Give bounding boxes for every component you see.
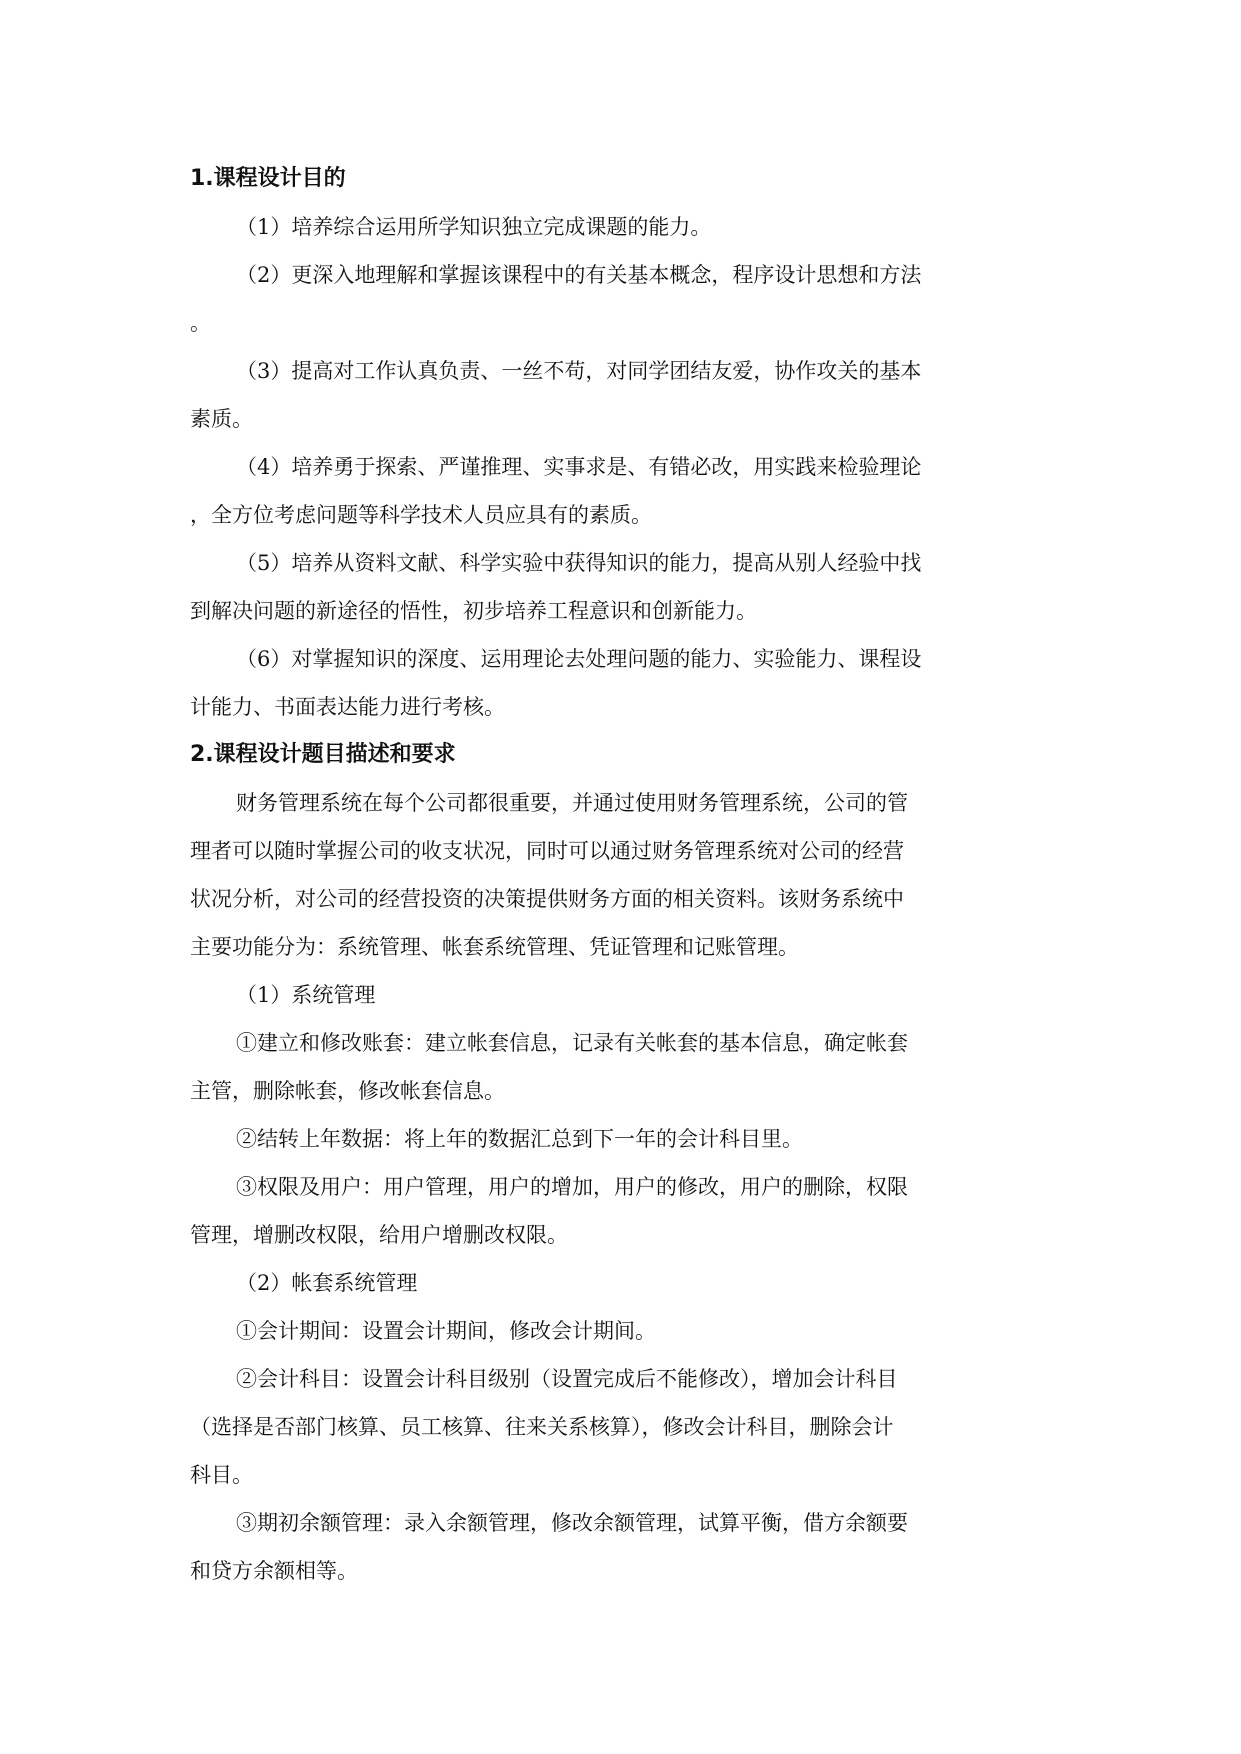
- paragraph: [190, 1355, 1050, 1499]
- text-line: 到解决问题的新途径的悟性，初步培养工程意识和创新能力。: [190, 599, 757, 623]
- paragraph: [190, 1307, 1050, 1355]
- text-line: （2）更深入地理解和掌握该课程中的有关基本概念，程序设计思想和方法: [236, 263, 922, 287]
- text-line: （6）对掌握知识的深度、运用理论去处理问题的能力、实验能力、课程设: [236, 647, 922, 671]
- text-line: ①会计期间：设置会计期间，修改会计期间。: [236, 1319, 656, 1343]
- paragraph: [190, 1499, 1050, 1595]
- text-line: （1）系统管理: [236, 983, 376, 1007]
- text-line: 财务管理系统在每个公司都很重要，并通过使用财务管理系统，公司的管: [236, 791, 908, 815]
- paragraph: [190, 635, 1050, 731]
- text-line: （2）帐套系统管理: [236, 1271, 418, 1295]
- document-page: [190, 155, 1050, 1595]
- paragraph: [190, 443, 1050, 539]
- subsection-title: [190, 1259, 1050, 1307]
- text-line: ③期初余额管理：录入余额管理，修改余额管理，试算平衡，借方余额要: [236, 1511, 908, 1535]
- text-line: （5）培养从资料文献、科学实验中获得知识的能力，提高从别人经验中找: [236, 551, 922, 575]
- text-line: （3）提高对工作认真负责、一丝不苟，对同学团结友爱，协作攻关的基本: [236, 359, 922, 383]
- text-line: ①建立和修改账套：建立帐套信息，记录有关帐套的基本信息，确定帐套: [236, 1031, 908, 1055]
- paragraph: [190, 1115, 1050, 1163]
- text-line: 素质。: [190, 407, 253, 431]
- text-line: （选择是否部门核算、员工核算、往来关系核算），修改会计科目，删除会计: [190, 1415, 894, 1439]
- text-line: （1）培养综合运用所学知识独立完成课题的能力。: [236, 215, 712, 239]
- subsection-title: [190, 971, 1050, 1019]
- text-line: 管理，增删改权限，给用户增删改权限。: [190, 1223, 568, 1247]
- text-line: 主管，删除帐套，修改帐套信息。: [190, 1079, 505, 1103]
- text-line: 科目。: [190, 1463, 253, 1487]
- text-line: ，全方位考虑问题等科学技术人员应具有的素质。: [190, 503, 652, 527]
- paragraph: [190, 539, 1050, 635]
- text-line: ③权限及用户：用户管理，用户的增加，用户的修改，用户的删除，权限: [236, 1175, 908, 1199]
- text-line: 计能力、书面表达能力进行考核。: [190, 695, 505, 719]
- text-line: 理者可以随时掌握公司的收支状况，同时可以通过财务管理系统对公司的经营: [190, 839, 904, 863]
- section-heading-1: 1.课程设计目的: [190, 166, 346, 191]
- text-line: ②会计科目：设置会计科目级别（设置完成后不能修改），增加会计科目: [236, 1367, 898, 1391]
- text-line: 主要功能分为：系统管理、帐套系统管理、凭证管理和记账管理。: [190, 935, 799, 959]
- paragraph: [190, 1163, 1050, 1259]
- text-line: 和贷方余额相等。: [190, 1559, 358, 1583]
- paragraph: [190, 1019, 1050, 1115]
- section-heading-2: 2.课程设计题目描述和要求: [190, 742, 456, 767]
- paragraph: [190, 347, 1050, 443]
- text-line: 状况分析，对公司的经营投资的决策提供财务方面的相关资料。该财务系统中: [190, 887, 904, 911]
- text-line: 。: [190, 311, 211, 335]
- paragraph: [190, 203, 1050, 251]
- text-line: （4）培养勇于探索、严谨推理、实事求是、有错必改，用实践来检验理论: [236, 455, 922, 479]
- text-line: ②结转上年数据：将上年的数据汇总到下一年的会计科目里。: [236, 1127, 803, 1151]
- paragraph: [190, 251, 1050, 347]
- paragraph: [190, 779, 1050, 971]
